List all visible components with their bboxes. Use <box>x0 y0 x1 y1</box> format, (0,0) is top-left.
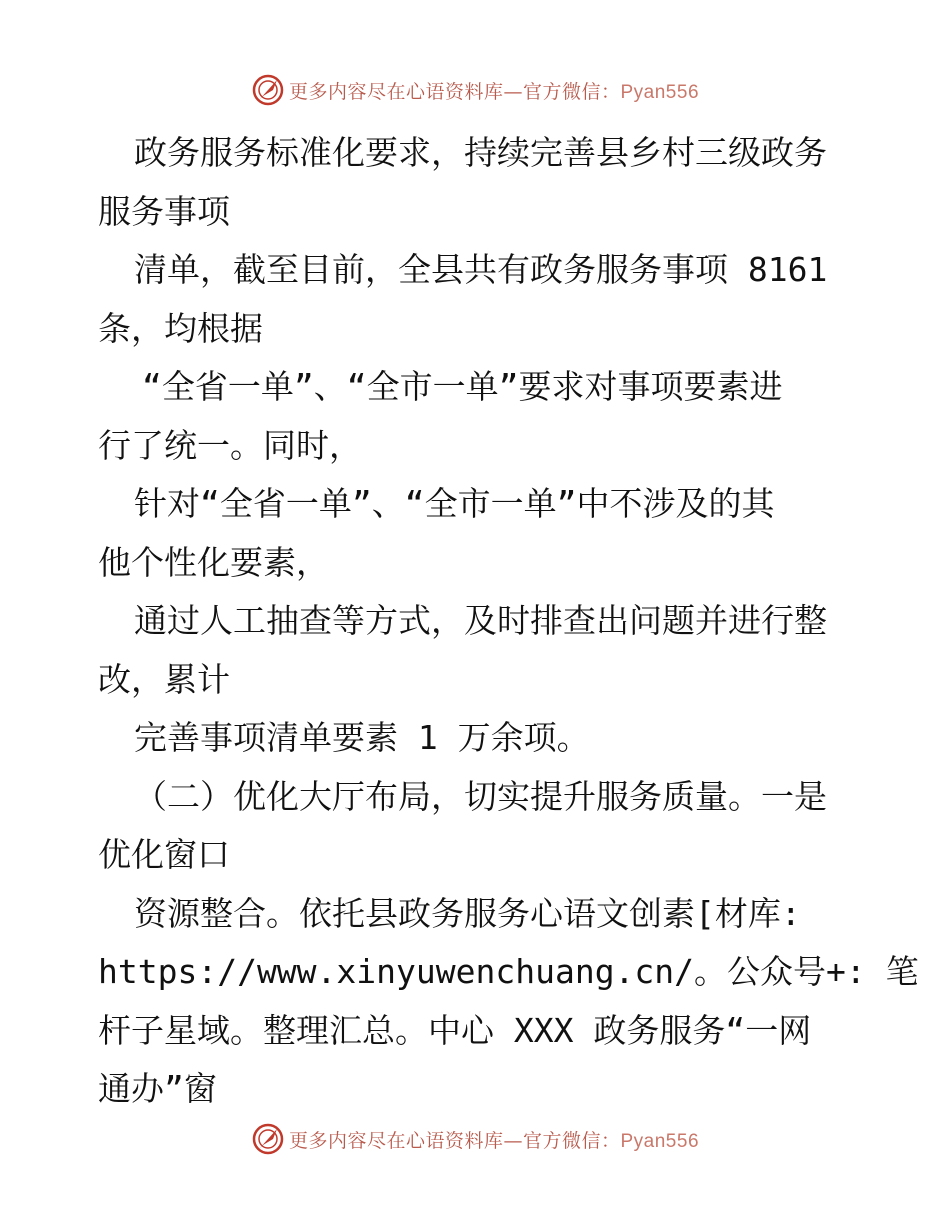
text-line: （二）优化大厅布局，切实提升服务质量。一是 <box>134 776 827 816</box>
text-line: 通办”窗 <box>98 1069 217 1108</box>
watermark-text: 更多内容尽在心语资料库—官方微信：Pyan556 <box>288 1129 700 1152</box>
header-watermark <box>0 72 950 108</box>
watermark-id: Pyan556 <box>620 81 700 103</box>
feather-quill-logo-icon <box>251 1122 285 1156</box>
text-line: 政务服务标准化要求，持续完善县乡村三级政务 <box>134 133 827 172</box>
text-line: 行了统一。同时， <box>98 425 362 465</box>
text-line: 服务事项 <box>98 191 230 231</box>
watermark-id: Pyan556 <box>620 1130 700 1152</box>
text-line: 条，均根据 <box>98 308 263 348</box>
text-line: 他个性化要素， <box>98 542 329 582</box>
body-text <box>98 124 919 1119</box>
text-line: 杆子星域。整理汇总。中心 XXX 政务服务“一网 <box>98 1010 812 1050</box>
text-line: 优化窗口 <box>98 835 230 874</box>
text-line: “全省一单”、“全市一单”要求对事项要素进 <box>142 367 783 406</box>
text-line: 资源整合。依托县政务服务心语文创素[材库: <box>134 893 801 933</box>
text-line: 针对“全省一单”、“全市一单”中不涉及的其 <box>134 484 775 523</box>
text-line: https://www.xinyuwenchuang.cn/。公众号+: 笔 <box>98 952 919 991</box>
watermark-text: 更多内容尽在心语资料库—官方微信：Pyan556 <box>288 80 700 103</box>
text-line: 清单，截至目前，全县共有政务服务事项 8161 <box>134 250 828 289</box>
text-line: 完善事项清单要素 1 万余项。 <box>134 718 590 757</box>
text-line: 通过人工抽查等方式，及时排查出问题并进行整 <box>134 601 827 640</box>
feather-quill-logo-icon <box>251 73 285 107</box>
footer-watermark <box>0 1121 950 1157</box>
text-line: 改，累计 <box>98 659 230 699</box>
